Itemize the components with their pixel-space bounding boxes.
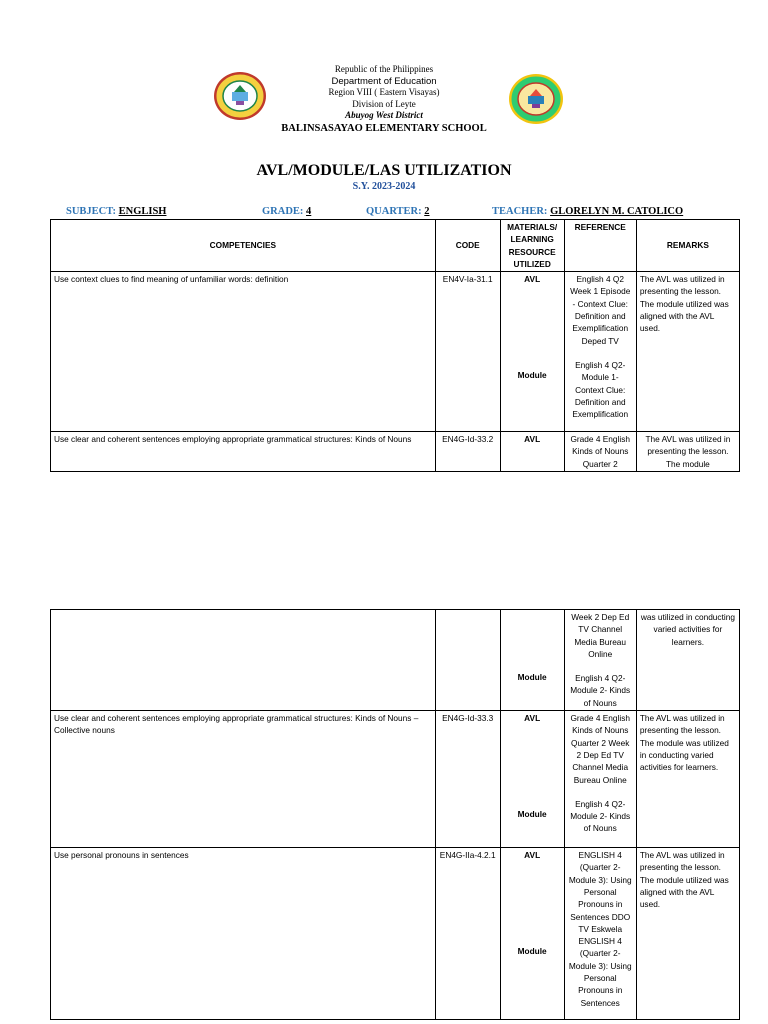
quarter-value: 2 xyxy=(424,206,430,217)
material-module: Module xyxy=(517,370,547,381)
competency-cell: Use clear and coherent sentences employing appropriate grammatical structures: Kinds of Nouns –Collective nouns xyxy=(51,711,436,848)
competencies-header: COMPETENCIES xyxy=(51,220,436,272)
remarks-cell: The AVL was utilized in presenting the lesson. The module utilized was aligned with the AVL used. xyxy=(636,272,739,432)
quarter-label: QUARTER: xyxy=(366,206,422,217)
subject-field xyxy=(66,206,166,217)
code-cell: EN4G-Id-33.3 xyxy=(435,711,500,848)
subject-value: ENGLISH xyxy=(118,206,167,217)
table-row xyxy=(51,711,740,848)
material-avl: AVL xyxy=(524,713,541,724)
district-line: Abuyog West District xyxy=(345,110,423,120)
deped-line: Department of Education xyxy=(331,75,437,87)
material-avl: AVL xyxy=(524,434,541,445)
materials-cell xyxy=(500,432,564,472)
code-cell: EN4G-Id-33.2 xyxy=(435,432,500,472)
reference-cell xyxy=(564,272,636,432)
material-module: Module xyxy=(517,672,547,682)
reference-cell xyxy=(564,711,636,848)
table-row xyxy=(51,848,740,1020)
utilization-table-page1 xyxy=(50,219,740,472)
material-avl: AVL xyxy=(524,274,541,285)
competency-cell xyxy=(51,610,436,711)
grade-label: GRADE: xyxy=(262,206,304,217)
table-header-row xyxy=(51,220,740,272)
reference-avl: Week 2 Dep Ed TV Channel Media Bureau Online xyxy=(571,612,630,659)
school-year: S.Y. 2023-2024 xyxy=(352,181,416,192)
materials-header: MATERIALS/ LEARNING RESOURCE UTILIZED xyxy=(500,220,564,272)
reference-module: English 4 Q2- Module 2- Kinds of Nouns xyxy=(570,673,631,708)
utilization-table-page2 xyxy=(50,609,740,1020)
material-module: Module xyxy=(517,809,547,820)
reference-avl: Grade 4 English Kinds of Nouns Quarter 2 Week 2 Dep Ed TV Channel Media Bureau Online xyxy=(570,713,630,785)
materials-cell xyxy=(500,272,564,432)
teacher-field xyxy=(492,206,683,217)
competency-cell: Use personal pronouns in sentences xyxy=(51,848,436,1020)
reference-cell xyxy=(564,848,636,1020)
material-avl: AVL xyxy=(524,850,541,861)
subject-label: SUBJECT: xyxy=(66,206,116,217)
remarks-header: REMARKS xyxy=(636,220,739,272)
reference-header: REFERENCE xyxy=(564,220,636,272)
remarks-cell: The AVL was utilized in presenting the lesson. The module utilized was aligned with the AVL used. xyxy=(636,848,739,1020)
reference-avl: English 4 Q2 Week 1 Episode - Context Clue: Definition and Exemplification Deped TV xyxy=(570,274,631,346)
reference-module: ENGLISH 4 (Quarter 2- Module 3): Using Personal Pronouns in Sentences xyxy=(568,936,632,1008)
reference-cell: Grade 4 English Kinds of Nouns Quarter 2 xyxy=(564,432,636,472)
materials-cell xyxy=(500,610,564,711)
teacher-value: GLORELYN M. CATOLICO xyxy=(550,206,684,217)
division-line: Division of Leyte xyxy=(352,98,416,109)
teacher-label: TEACHER: xyxy=(492,206,548,217)
reference-module: English 4 Q2- Module 2- Kinds of Nouns xyxy=(570,798,631,834)
school-name: BALINSASAYAO ELEMENTARY SCHOOL xyxy=(281,122,487,134)
materials-cell xyxy=(500,711,564,848)
table-row xyxy=(51,432,740,472)
region-line: Region VIII ( Eastern Visayas) xyxy=(328,87,440,97)
code-header: CODE xyxy=(435,220,500,272)
code-cell xyxy=(435,610,500,711)
table-row xyxy=(51,610,740,711)
republic-line: Republic of the Philippines xyxy=(334,64,434,74)
grade-value: 4 xyxy=(306,206,312,217)
material-module: Module xyxy=(517,946,547,957)
grade-field xyxy=(262,206,311,217)
remarks-cell: The AVL was utilized in presenting the lesson. The module was utilized in conducting varied activities for learners. xyxy=(636,711,739,848)
table-row xyxy=(51,272,740,432)
document-title: AVL/MODULE/LAS UTILIZATION xyxy=(256,162,512,179)
reference-module: English 4 Q2- Module 1- Context Clue: Definition and Exemplification xyxy=(572,359,629,420)
code-cell: EN4G-IIa-4.2.1 xyxy=(435,848,500,1020)
materials-cell xyxy=(500,848,564,1020)
quarter-field xyxy=(366,206,430,217)
competency-cell: Use context clues to find meaning of unfamiliar words: definition xyxy=(51,272,436,432)
reference-cell xyxy=(564,610,636,711)
remarks-cell: was utilized in conducting varied activities for learners. xyxy=(636,610,739,711)
reference-avl: ENGLISH 4 (Quarter 2- Module 3): Using Personal Pronouns in Sentences DDO TV Eskwela xyxy=(568,850,632,934)
competency-cell: Use clear and coherent sentences employing appropriate grammatical structures: Kinds of Nouns xyxy=(51,432,436,472)
code-cell: EN4V-Ia-31.1 xyxy=(435,272,500,432)
remarks-cell: The AVL was utilized in presenting the lesson. The module xyxy=(636,432,739,472)
document-header xyxy=(0,64,768,136)
